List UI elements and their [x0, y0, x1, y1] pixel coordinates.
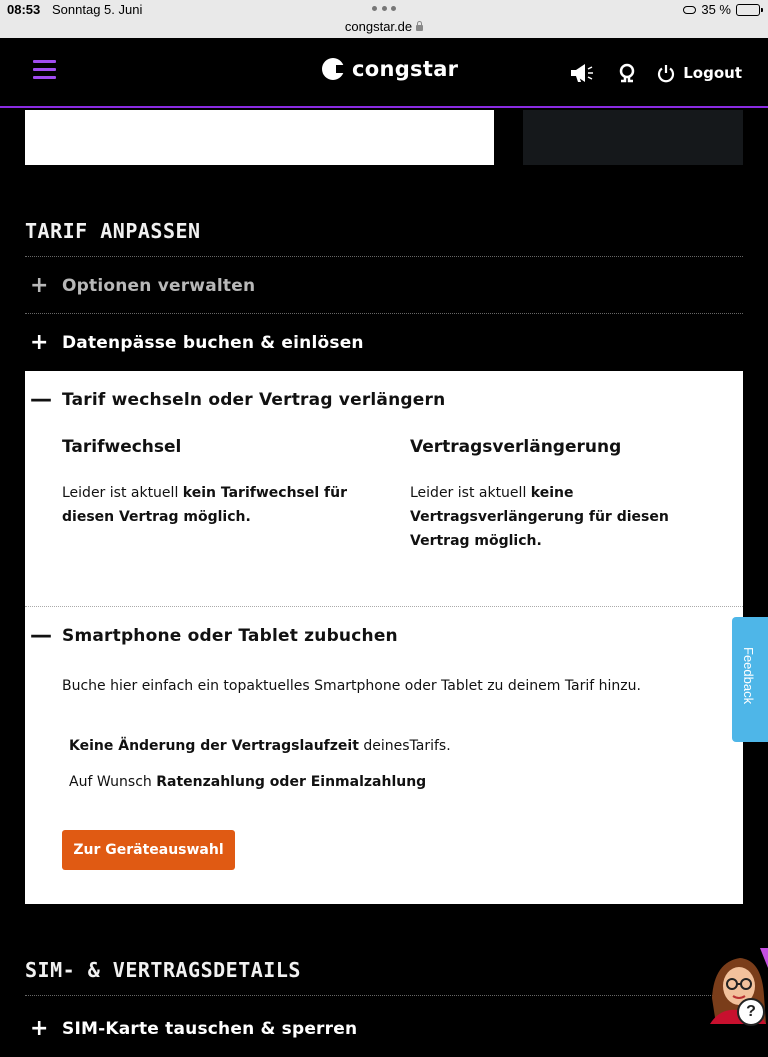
brand-name: congstar	[352, 57, 459, 81]
battery-percent: 35 %	[701, 2, 731, 17]
megaphone-icon[interactable]	[569, 63, 597, 83]
accordion-tarif-wechseln[interactable]	[25, 371, 743, 428]
minus-icon: —	[30, 386, 52, 412]
tarifwechsel-text: Leider ist aktuell kein Tarifwechsel für diesen Vertrag möglich.	[62, 485, 347, 525]
accordion-datenpaesse[interactable]	[25, 314, 743, 371]
feedback-label: Feedback	[741, 647, 756, 705]
device-selection-button[interactable]: Zur Geräteauswahl	[62, 830, 235, 870]
feedback-tab[interactable]	[732, 617, 768, 742]
battery-icon	[736, 4, 760, 16]
accordion-label: Datenpässe buchen & einlösen	[62, 332, 364, 353]
power-icon	[657, 64, 675, 82]
tarifwechsel-block	[62, 437, 352, 529]
expanded-panel	[25, 371, 743, 904]
logout-label: Logout	[683, 64, 742, 82]
url-text: congstar.de	[344, 19, 413, 34]
lock-icon	[416, 25, 423, 31]
tarifwechsel-title: Tarifwechsel	[62, 437, 182, 457]
vertragsverlaengerung-title: Vertragsverlängerung	[410, 437, 622, 457]
help-icon[interactable]: ?	[737, 998, 765, 1026]
plus-icon: +	[30, 329, 49, 355]
accordion-optionen[interactable]	[25, 257, 743, 314]
status-bar	[0, 0, 768, 38]
smartphone-intro: Buche hier einfach ein topaktuelles Smartphone oder Tablet zu deinem Tarif hinzu.	[62, 678, 641, 694]
site-header	[0, 38, 768, 108]
content-card	[25, 110, 494, 165]
link-icon	[683, 6, 696, 14]
accordion-smartphone[interactable]	[25, 607, 743, 664]
status-time: 08:53	[7, 2, 41, 17]
accordion-sim-karte[interactable]	[25, 1000, 743, 1057]
congstar-logo-icon	[322, 58, 344, 80]
vertragsverlaengerung-block	[410, 437, 730, 553]
accordion-label: Tarif wechseln oder Vertrag verlängern	[62, 389, 446, 410]
accordion-label: Optionen verwalten	[62, 275, 256, 296]
user-icon[interactable]	[617, 63, 637, 83]
congstar-logo[interactable]	[322, 57, 458, 81]
benefit-item: Auf Wunsch Ratenzahlung oder Einmalzahlung	[69, 774, 427, 790]
content-card-dark	[523, 110, 743, 165]
vertragsverlaengerung-text: Leider ist aktuell keine Vertragsverlängerung für diesen Vertrag möglich.	[410, 485, 669, 549]
menu-icon[interactable]	[33, 60, 56, 79]
status-right	[683, 2, 760, 17]
multitasking-dots-icon[interactable]	[372, 6, 396, 12]
divider	[25, 995, 743, 996]
header-actions	[569, 63, 742, 83]
address-bar[interactable]	[0, 19, 768, 34]
plus-icon: +	[30, 272, 49, 298]
logout-button[interactable]	[657, 64, 742, 82]
plus-icon: +	[30, 1015, 49, 1041]
status-date: Sonntag 5. Juni	[52, 2, 143, 17]
minus-icon: —	[30, 622, 52, 648]
accordion-label: Smartphone oder Tablet zubuchen	[62, 625, 398, 646]
benefit-item: Keine Änderung der Vertragslaufzeit deinesTarifs.	[69, 738, 451, 754]
accordion-label: SIM-Karte tauschen & sperren	[62, 1018, 358, 1039]
section-title-sim: SIM- & VERTRAGSDETAILS	[25, 958, 301, 982]
section-title-tarif: TARIF ANPASSEN	[25, 219, 201, 243]
